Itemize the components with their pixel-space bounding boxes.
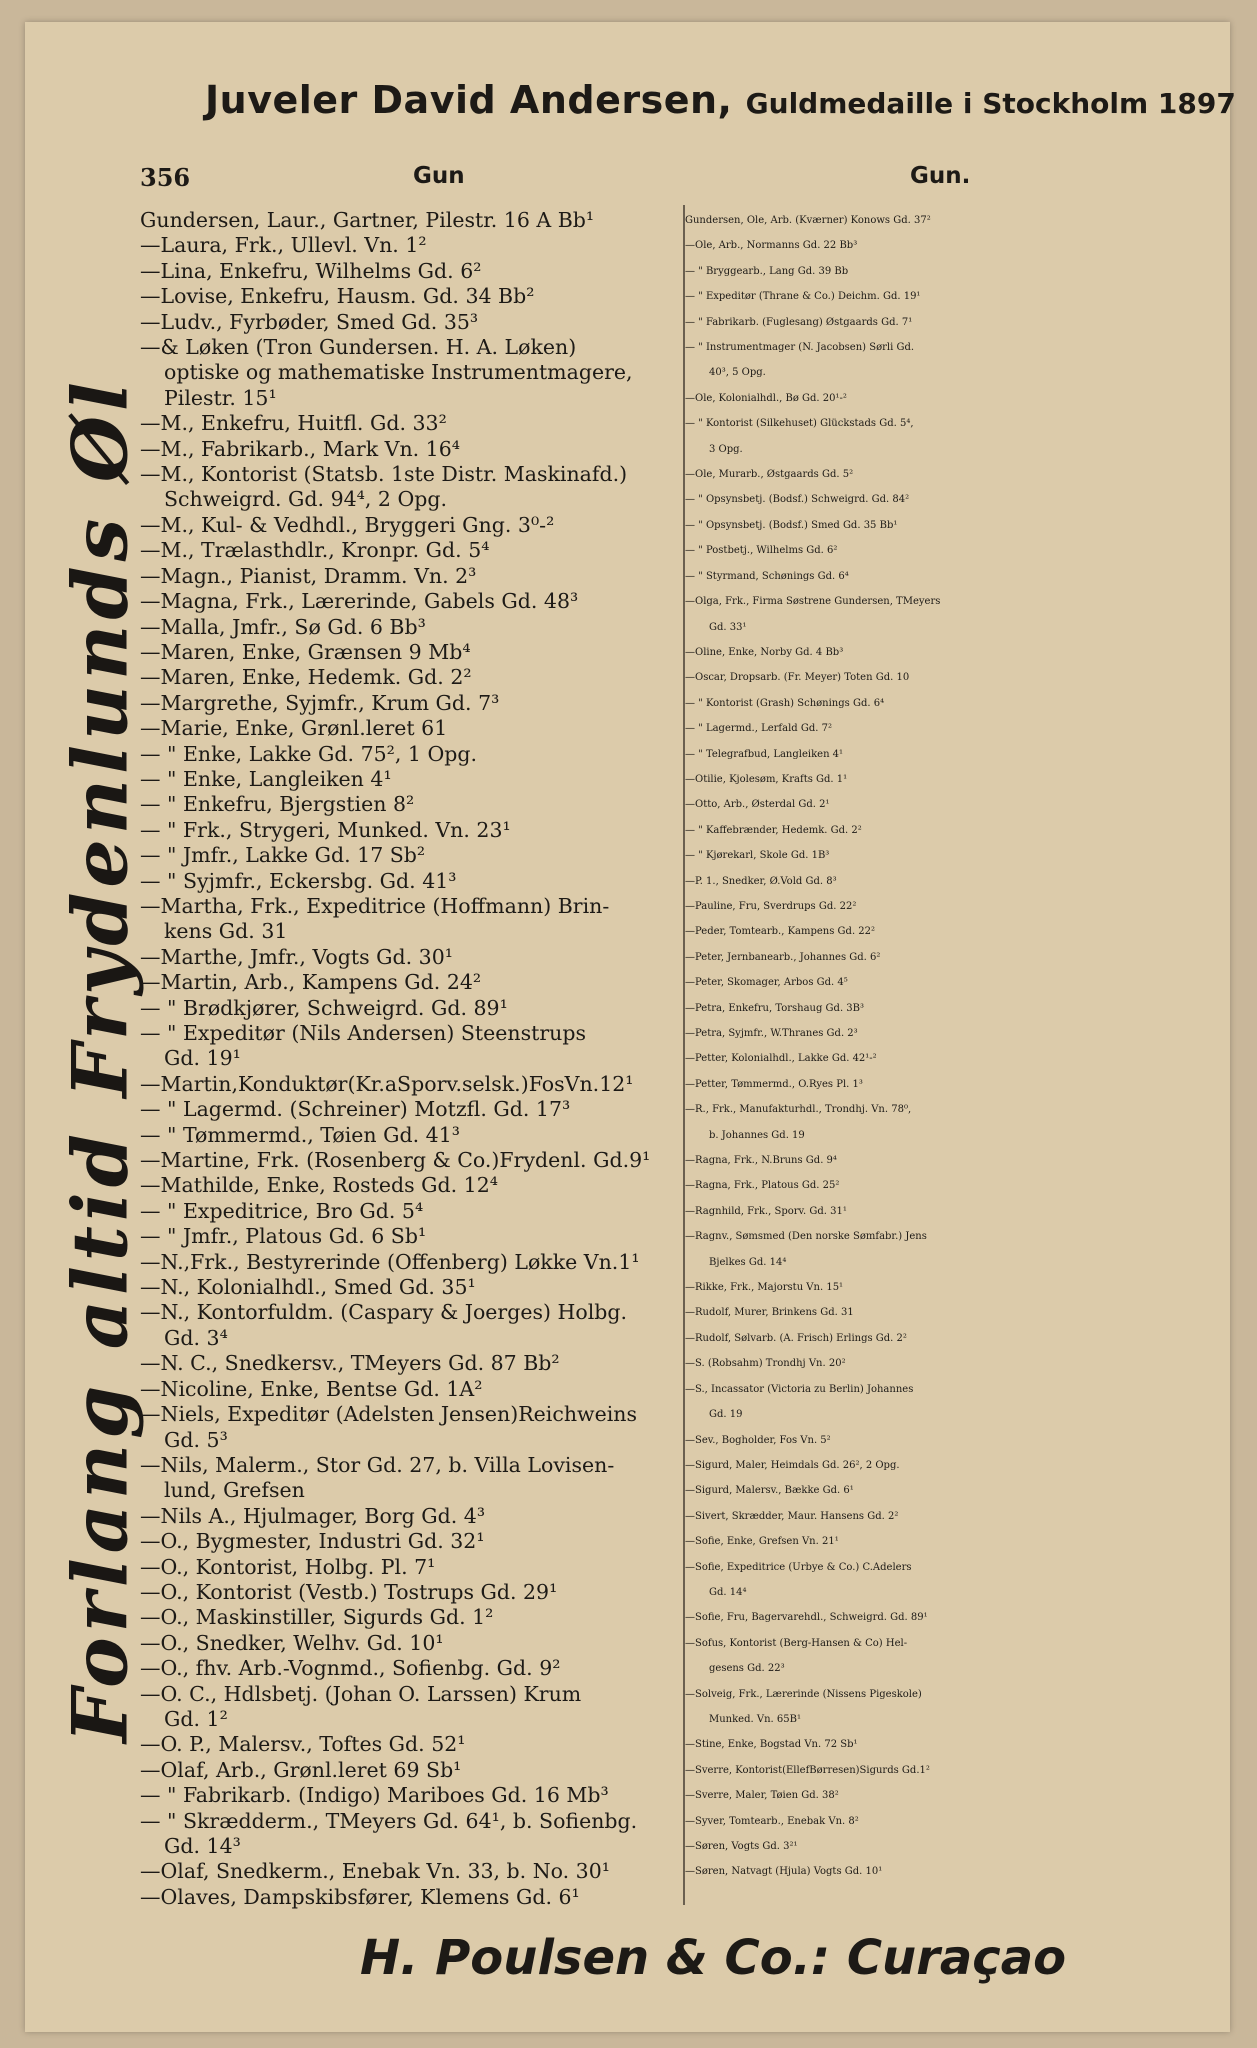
directory-entry-line: Bjelkes Gd. 14⁴ bbox=[709, 1256, 787, 1268]
directory-entry-line: —Sivert, Skrædder, Maur. Hansens Gd. 2² bbox=[685, 1510, 899, 1522]
directory-entry-line: —Martine, Frk. (Rosenberg & Co.)Frydenl. Gd.9¹ bbox=[140, 1148, 651, 1173]
directory-entry-line: kens Gd. 31 bbox=[164, 919, 288, 944]
directory-entry-line: —P. 1., Snedker, Ø.Vold Gd. 8³ bbox=[685, 875, 837, 887]
directory-entry-line: —Marthe, Jmfr., Vogts Gd. 30¹ bbox=[140, 944, 453, 969]
directory-entry-line: — " Instrumentmager (N. Jacobsen) Sørli Gd. bbox=[685, 342, 915, 354]
directory-entry-line: —Petra, Enkefru, Torshaug Gd. 3B³ bbox=[685, 1002, 865, 1014]
directory-entry-line: Gd. 19¹ bbox=[164, 1046, 241, 1071]
directory-entry-line: —Solveig, Frk., Lærerinde (Nissens Pigeskole) bbox=[685, 1688, 922, 1700]
directory-entry-line: — " Expeditrice, Bro Gd. 5⁴ bbox=[140, 1198, 424, 1223]
directory-entry-line: —Sofie, Enke, Grefsen Vn. 21¹ bbox=[685, 1536, 839, 1548]
directory-entry-line: —Sigurd, Malersv., Bække Gd. 6¹ bbox=[685, 1485, 854, 1497]
directory-entry-line: Pilestr. 15¹ bbox=[164, 385, 277, 410]
directory-entry-line: Gd. 19 bbox=[709, 1409, 743, 1421]
directory-entry-line: — " Kontorist (Grash) Schønings Gd. 6⁴ bbox=[685, 697, 885, 709]
directory-entry-line: — " Expeditør (Thrane & Co.) Deichm. Gd. 19¹ bbox=[685, 291, 921, 303]
directory-entry-line: Gd. 5³ bbox=[164, 1427, 228, 1452]
directory-entry-line: —Otto, Arb., Østerdal Gd. 2¹ bbox=[685, 799, 830, 811]
directory-entry-line: —Magn., Pianist, Dramm. Vn. 2³ bbox=[140, 563, 477, 588]
directory-entry-line: lund, Grefsen bbox=[164, 1478, 305, 1503]
directory-entry-line: —Ole, Arb., Normanns Gd. 22 Bb³ bbox=[685, 240, 858, 252]
directory-entry-line: —Rikke, Frk., Majorstu Vn. 15¹ bbox=[685, 1282, 844, 1294]
directory-entry-line: —Sofus, Kontorist (Berg-Hansen & Co) Hel- bbox=[685, 1637, 908, 1649]
directory-entry-line: — " Enkefru, Bjergstien 8² bbox=[140, 792, 415, 817]
directory-entry-line: —Ragna, Frk., Platous Gd. 25² bbox=[685, 1180, 840, 1192]
directory-entry-line: —Oline, Enke, Norby Gd. 4 Bb³ bbox=[685, 646, 844, 658]
directory-entry-line: —O., fhv. Arb.-Vognmd., Sofienbg. Gd. 9² bbox=[140, 1656, 561, 1681]
directory-entry-line: — " Lagermd., Lerfald Gd. 7² bbox=[685, 723, 832, 735]
directory-entry-line: —Petter, Tømmermd., O.Ryes Pl. 1³ bbox=[685, 1078, 863, 1090]
directory-entry-line: —Nicoline, Enke, Bentse Gd. 1A² bbox=[140, 1376, 483, 1401]
directory-entry-line: —Martha, Frk., Expeditrice (Hoffmann) Brin- bbox=[140, 893, 610, 918]
directory-entry-line: —Martin, Arb., Kampens Gd. 24² bbox=[140, 970, 482, 995]
directory-entry-line: Gundersen, Ole, Arb. (Kværner) Konows Gd. 37² bbox=[685, 215, 931, 226]
directory-entry-line: — " Kaffebrænder, Hedemk. Gd. 2² bbox=[685, 824, 862, 836]
directory-entry-line: — " Postbetj., Wilhelms Gd. 6² bbox=[685, 545, 838, 557]
directory-entry-line: —S., Incassator (Victoria zu Berlin) Johannes bbox=[685, 1383, 914, 1395]
left-directory-column bbox=[140, 208, 675, 1910]
directory-entry-line: — " Kjørekarl, Skole Gd. 1B³ bbox=[685, 850, 830, 862]
directory-entry-line: —Ole, Kolonialhdl., Bø Gd. 20¹-² bbox=[685, 392, 847, 404]
directory-entry-line: — " Lagermd. (Schreiner) Motzfl. Gd. 17³ bbox=[140, 1097, 571, 1122]
directory-entry-line: —Peter, Jernbanearb., Johannes Gd. 6² bbox=[685, 951, 881, 963]
directory-entry-line: —O. C., Hdlsbetj. (Johan O. Larssen) Krum bbox=[140, 1681, 582, 1706]
directory-entry-line: —O. P., Malersv., Toftes Gd. 52¹ bbox=[140, 1732, 466, 1757]
directory-entry-line: — " Tømmermd., Tøien Gd. 41³ bbox=[140, 1122, 460, 1147]
directory-entry-line: —O., Kontorist (Vestb.) Tostrups Gd. 29¹ bbox=[140, 1579, 558, 1604]
directory-entry-line: 3 Opg. bbox=[709, 443, 743, 455]
directory-entry-line: —Stine, Enke, Bogstad Vn. 72 Sb¹ bbox=[685, 1739, 858, 1751]
directory-entry-line: —Sev., Bogholder, Fos Vn. 5² bbox=[685, 1434, 831, 1446]
side-advertisement: Forlang altid Frydenlunds Øl bbox=[55, 377, 145, 1743]
directory-entry-line: Munked. Vn. 65B¹ bbox=[709, 1713, 801, 1725]
directory-entry-line: —M., Trælasthdlr., Kronpr. Gd. 5⁴ bbox=[140, 538, 490, 563]
directory-entry-line: Gd. 14⁴ bbox=[709, 1586, 747, 1598]
directory-entry-line: Gd. 33¹ bbox=[709, 621, 747, 633]
directory-entry-line: Gundersen, Laur., Gartner, Pilestr. 16 A Bb¹ bbox=[140, 208, 595, 232]
directory-entry-line: — " Styrmand, Schønings Gd. 6⁴ bbox=[685, 570, 849, 582]
directory-entry-line: —Sigurd, Maler, Heimdals Gd. 26², 2 Opg. bbox=[685, 1459, 900, 1471]
directory-entry-line: —Mathilde, Enke, Rosteds Gd. 12⁴ bbox=[140, 1173, 498, 1198]
directory-entry-line: —Oscar, Dropsarb. (Fr. Meyer) Toten Gd. 10 bbox=[685, 672, 910, 684]
directory-entry-line: —Lovise, Enkefru, Hausm. Gd. 34 Bb² bbox=[140, 284, 535, 309]
directory-entry-line: — " Fabrikarb. (Indigo) Mariboes Gd. 16 Mb³ bbox=[140, 1783, 609, 1808]
directory-entry-line: —M., Kontorist (Statsb. 1ste Distr. Maskinafd.) bbox=[140, 462, 628, 487]
directory-entry-line: —M., Fabrikarb., Mark Vn. 16⁴ bbox=[140, 436, 460, 461]
directory-entry-line: — " Expeditør (Nils Andersen) Steenstrups bbox=[140, 1021, 586, 1045]
directory-entry-line: —Nils A., Hjulmager, Borg Gd. 4³ bbox=[140, 1503, 486, 1528]
directory-entry-line: — " Syjmfr., Eckersbg. Gd. 41³ bbox=[140, 868, 457, 893]
right-column-head: Gun. bbox=[910, 163, 971, 189]
directory-entry-line: —Pauline, Fru, Sverdrups Gd. 22² bbox=[685, 900, 857, 912]
directory-entry-line: b. Johannes Gd. 19 bbox=[709, 1129, 805, 1141]
directory-entry-line: — " Jmfr., Platous Gd. 6 Sb¹ bbox=[140, 1224, 427, 1249]
directory-entry-line: —Olaf, Arb., Grønl.leret 69 Sb¹ bbox=[140, 1757, 462, 1782]
directory-entry-line: — " Opsynsbetj. (Bodsf.) Schweigrd. Gd. 84² bbox=[685, 494, 910, 506]
directory-entry-line: —Ludv., Fyrbøder, Smed Gd. 35³ bbox=[140, 309, 479, 334]
directory-entry-line: gesens Gd. 22³ bbox=[709, 1663, 785, 1675]
directory-entry-line: —Olaf, Snedkerm., Enebak Vn. 33, b. No. 30¹ bbox=[140, 1859, 610, 1884]
directory-entry-line: —Magna, Frk., Lærerinde, Gabels Gd. 48³ bbox=[140, 589, 579, 614]
directory-entry-line: Gd. 1² bbox=[164, 1706, 228, 1731]
directory-entry-line: —O., Maskinstiller, Sigurds Gd. 1² bbox=[140, 1605, 494, 1630]
directory-entry-line: —R., Frk., Manufakturhdl., Trondhj. Vn. 78⁰, bbox=[685, 1104, 912, 1116]
page-number: 356 bbox=[140, 163, 191, 192]
directory-entry-line: —O., Bygmester, Industri Gd. 32¹ bbox=[140, 1529, 485, 1554]
directory-entry-line: — " Enke, Lakke Gd. 75², 1 Opg. bbox=[140, 741, 478, 766]
directory-entry-line: — " Jmfr., Lakke Gd. 17 Sb² bbox=[140, 843, 426, 868]
directory-entry-line: —Nils, Malerm., Stor Gd. 27, b. Villa Lovisen- bbox=[140, 1452, 615, 1477]
directory-entry-line: —Søren, Natvagt (Hjula) Vogts Gd. 10¹ bbox=[685, 1866, 883, 1878]
directory-entry-line: Schweigrd. Gd. 94⁴, 2 Opg. bbox=[164, 487, 448, 512]
directory-entry-line: —Peter, Skomager, Arbos Gd. 4⁵ bbox=[685, 977, 848, 989]
directory-entry-line: —O., Kontorist, Holbg. Pl. 7¹ bbox=[140, 1554, 436, 1579]
directory-entry-line: — " Telegrafbud, Langleiken 4¹ bbox=[685, 748, 844, 760]
directory-entry-line: —Ole, Murarb., Østgaards Gd. 5² bbox=[685, 469, 854, 481]
directory-entry-line: —Petra, Syjmfr., W.Thranes Gd. 2³ bbox=[685, 1028, 858, 1039]
directory-entry-line: —Ragnhild, Frk., Sporv. Gd. 31¹ bbox=[685, 1205, 847, 1217]
directory-entry-line: —Niels, Expeditør (Adelsten Jensen)Reichweins bbox=[140, 1402, 637, 1427]
header-advertisement bbox=[205, 78, 1236, 122]
directory-entry-line: —N., Kontorfuldm. (Caspary & Joerges) Holbg. bbox=[140, 1300, 628, 1325]
directory-entry-line: —Sverre, Kontorist(EllefBørresen)Sigurds Gd.1² bbox=[685, 1764, 930, 1776]
directory-entry-line: —N.,Frk., Bestyrerinde (Offenberg) Løkke Vn.1¹ bbox=[140, 1249, 640, 1274]
directory-entry-line: —Marie, Enke, Grønl.leret 61 bbox=[140, 716, 448, 741]
directory-entry-line: —Martin,Konduktør(Kr.aSporv.selsk.)FosVn.12¹ bbox=[140, 1071, 634, 1096]
directory-entry-line: —Ragnv., Sømsmed (Den norske Sømfabr.) Jens bbox=[685, 1231, 927, 1243]
directory-entry-line: —M., Kul- & Vedhdl., Bryggeri Gng. 3⁰-² bbox=[140, 512, 555, 537]
directory-entry-line: — " Skrædderm., TMeyers Gd. 64¹, b. Sofienbg. bbox=[140, 1808, 638, 1833]
directory-entry-line: — " Opsynsbetj. (Bodsf.) Smed Gd. 35 Bb¹ bbox=[685, 519, 898, 531]
directory-entry-line: —Peder, Tomtearb., Kampens Gd. 22² bbox=[685, 926, 876, 938]
directory-entry-line: —Margrethe, Syjmfr., Krum Gd. 7³ bbox=[140, 690, 500, 715]
footer-advertisement: H. Poulsen & Co.: Curaçao bbox=[360, 1930, 1067, 1986]
directory-entry-line: —Søren, Vogts Gd. 3²¹ bbox=[685, 1841, 798, 1852]
directory-entry-line: —O., Snedker, Welhv. Gd. 10¹ bbox=[140, 1630, 444, 1655]
directory-entry-line: —Rudolf, Murer, Brinkens Gd. 31 bbox=[685, 1307, 854, 1319]
directory-entry-line: 40³, 5 Opg. bbox=[709, 367, 766, 379]
directory-entry-line: —N., Kolonialhdl., Smed Gd. 35¹ bbox=[140, 1275, 476, 1300]
directory-entry-line: — " Enke, Langleiken 4¹ bbox=[140, 766, 392, 791]
directory-entry-line: —Sverre, Maler, Tøien Gd. 38² bbox=[685, 1790, 839, 1802]
directory-entry-line: —M., Enkefru, Huitfl. Gd. 33² bbox=[140, 411, 447, 436]
jeweler-name: Juveler David Andersen, bbox=[205, 78, 733, 122]
directory-entry-line: —Maren, Enke, Grænsen 9 Mb⁴ bbox=[140, 639, 471, 664]
directory-entry-line: —Ragna, Frk., N.Bruns Gd. 9⁴ bbox=[685, 1155, 837, 1167]
directory-entry-line: —Olga, Frk., Firma Søstrene Gundersen, TMeyers bbox=[685, 596, 941, 608]
directory-entry-line: —N. C., Snedkersv., TMeyers Gd. 87 Bb² bbox=[140, 1351, 560, 1376]
directory-entry-line: —Laura, Frk., Ullevl. Vn. 1² bbox=[140, 233, 427, 258]
directory-entry-line: —Rudolf, Sølvarb. (A. Frisch) Erlings Gd. 2² bbox=[685, 1332, 907, 1344]
directory-entry-line: —& Løken (Tron Gundersen. H. A. Løken) bbox=[140, 335, 577, 360]
directory-entry-line: — " Fabrikarb. (Fuglesang) Østgaards Gd. 7¹ bbox=[685, 316, 913, 328]
directory-entry-line: —Otilie, Kjolesøm, Krafts Gd. 1¹ bbox=[685, 773, 848, 785]
directory-entry-line: — " Brødkjører, Schweigrd. Gd. 89¹ bbox=[140, 995, 508, 1020]
directory-entry-line: —Petter, Kolonialhdl., Lakke Gd. 42¹-² bbox=[685, 1053, 877, 1065]
directory-entry-line: —Syver, Tomtearb., Enebak Vn. 8² bbox=[685, 1815, 859, 1827]
right-directory-column bbox=[685, 208, 1225, 1885]
directory-entry-line: —Lina, Enkefru, Wilhelms Gd. 6² bbox=[140, 258, 482, 283]
directory-entry-line: Gd. 3⁴ bbox=[164, 1325, 228, 1350]
directory-entry-line: optiske og mathematiske Instrumentmagere, bbox=[164, 360, 633, 385]
directory-entry-line: —Malla, Jmfr., Sø Gd. 6 Bb³ bbox=[140, 614, 426, 639]
left-column-head: Gun bbox=[413, 163, 465, 189]
directory-entry-line: — " Bryggearb., Lang Gd. 39 Bb bbox=[685, 265, 849, 277]
directory-entry-line: Gd. 14³ bbox=[164, 1834, 241, 1858]
directory-entry-line: —Maren, Enke, Hedemk. Gd. 2² bbox=[140, 665, 472, 690]
directory-entry-line: —Olaves, Dampskibsfører, Klemens Gd. 6¹ bbox=[140, 1884, 580, 1909]
directory-entry-line: —Sofie, Fru, Bagervarehdl., Schweigrd. Gd. 89¹ bbox=[685, 1612, 928, 1624]
directory-entry-line: —S. (Robsahm) Trondhj Vn. 20² bbox=[685, 1358, 846, 1370]
medal-note: Guldmedaille i Stockholm 1897 bbox=[745, 87, 1236, 120]
directory-entry-line: — " Frk., Strygeri, Munked. Vn. 23¹ bbox=[140, 817, 511, 842]
directory-entry-line: — " Kontorist (Silkehuset) Glückstads Gd. 5⁴, bbox=[685, 418, 914, 430]
directory-entry-line: —Sofie, Expeditrice (Urbye & Co.) C.Adelers bbox=[685, 1561, 912, 1573]
